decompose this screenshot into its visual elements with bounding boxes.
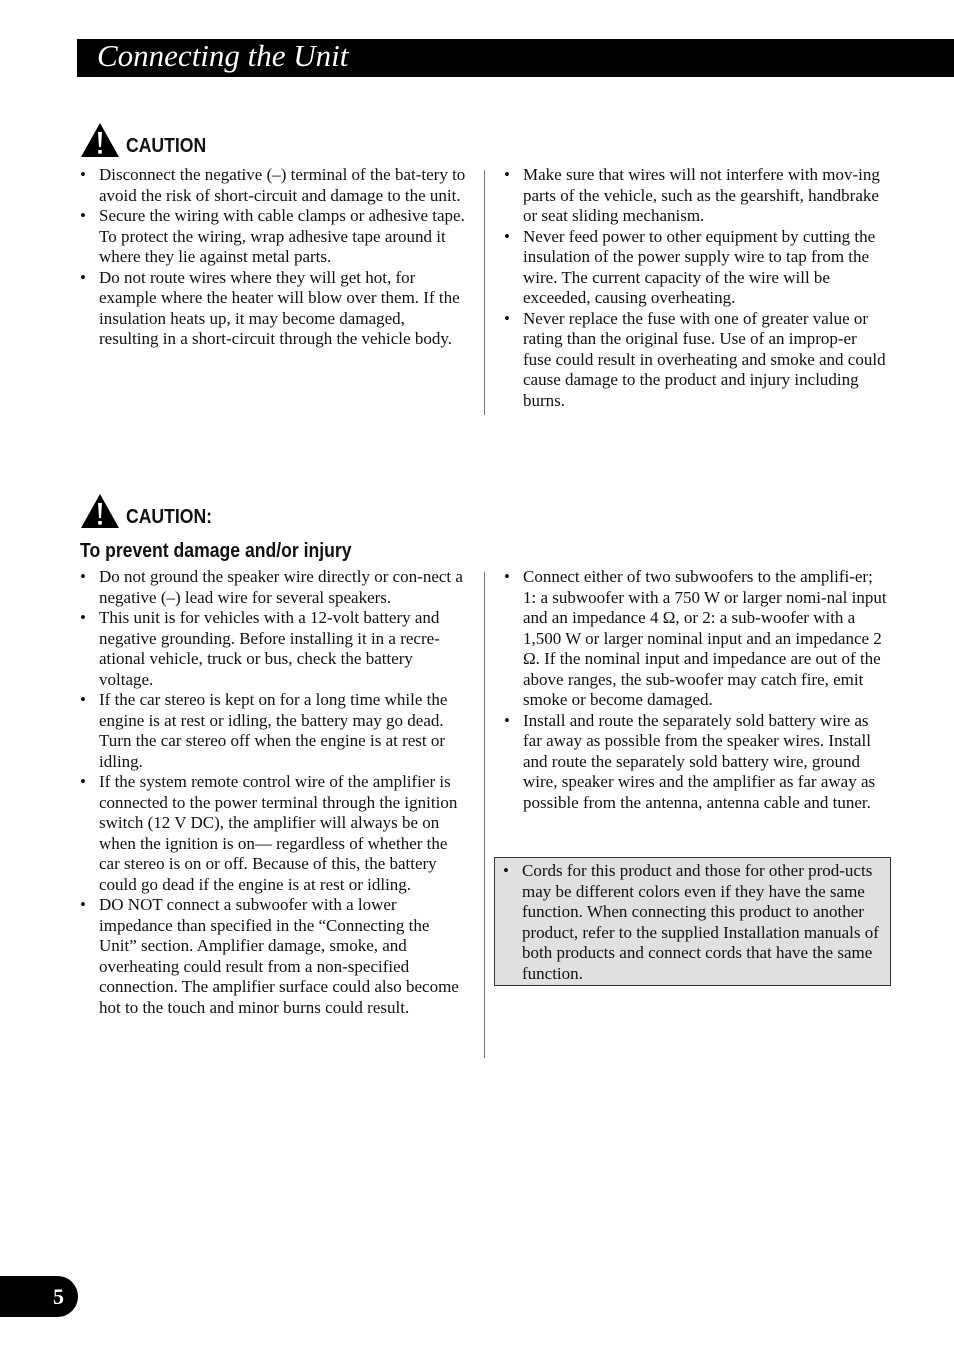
warning-icon: [80, 493, 120, 529]
header-bar: [77, 39, 954, 77]
list-item: • Never feed power to other equipment by cutting the insulation of the power supply wire to tap from the wire. The current capacity of the wire will be exceeded, causing overheating.: [504, 226, 876, 307]
caution-list-left-1: [80, 165, 468, 350]
list-item: • This unit is for vehicles with a 12-volt battery and negative grounding. Before installing it in a recre-ational vehicle, truck or bus, check the battery voltage.: [80, 608, 440, 689]
column-divider: [484, 572, 485, 1058]
list-item: • Secure the wiring with cable clamps or adhesive tape. To protect the wiring, wrap adhesive tape around it where they lie against metal parts.: [80, 206, 465, 266]
list-item: • If the system remote control wire of the amplifier is connected to the power terminal through the ignition switch (12 V DC), the amplifier will always be on when the ignition is on— regardless of whether the car stereo is on or off. Because of this, the battery could go dead if the engine is at rest or idling.: [80, 772, 458, 894]
note-box: [494, 857, 891, 986]
caution-list-left-2: [80, 567, 468, 1018]
list-item: • Do not ground the speaker wire directly or con-nect a negative (–) lead wire for several speakers.: [80, 567, 463, 607]
page-number-tab: [0, 1276, 78, 1317]
list-item: • If the car stereo is kept on for a long time while the engine is at rest or idling, the battery may go dead. Turn the car stereo off when the engine is at rest or idling.: [80, 690, 448, 771]
section-subheading: To prevent damage and/or injury: [80, 540, 352, 562]
list-item: • Make sure that wires will not interfere with mov-ing parts of the vehicle, such as the gearshift, handbrake or seat sliding mechanism.: [504, 165, 880, 225]
page-number: 5: [53, 1284, 64, 1309]
list-item: • Install and route the separately sold battery wire as far away as possible from the speaker wires. Install and route the separately sold battery wire, ground wire, speaker wires and the amplifier as far away as possible from the antenna, antenna cable and tuner.: [504, 710, 876, 812]
caution-heading-1: [80, 122, 217, 158]
list-item: • Disconnect the negative (–) terminal of the bat-tery to avoid the risk of short-circuit and damage to the unit.: [80, 165, 466, 205]
caution-list-right-1: [504, 165, 889, 411]
column-divider: [484, 170, 485, 415]
note-list: [503, 861, 883, 984]
caution-label: CAUTION: [126, 135, 207, 157]
page-title: Connecting the Unit: [97, 38, 349, 73]
list-item: • Do not route wires where they will get hot, for example where the heater will blow over them. If the insulation heats up, it may become damaged, resulting in a short-circuit through the vehicle body.: [80, 267, 460, 348]
list-item: • Cords for this product and those for other prod-ucts may be different colors even if they have the same function. When connecting this product to another product, refer to the supplied Installation manuals of both products and connect cords that have the same function.: [503, 861, 879, 983]
caution-label: CAUTION:: [126, 506, 213, 528]
warning-icon: [80, 122, 120, 158]
list-item: • DO NOT connect a subwoofer with a lower impedance than specified in the “Connecting the Unit” section. Amplifier damage, smoke, and overheating could result from a non-specified connection. The amplifier surface could also become hot to the touch and minor burns could result.: [80, 895, 459, 1017]
list-item: • Connect either of two subwoofers to the amplifi-er; 1: a subwoofer with a 750 W or larger nomi-nal input and an impedance 4 Ω, or 2: a sub-woofer with a 1,500 W or larger nominal input and an impedance 2 Ω. If the nominal input and impedance are out of the above ranges, the sub-woofer may catch fire, emit smoke or become damaged.: [504, 567, 887, 709]
caution-list-right-2: [504, 567, 889, 813]
list-item: • Never replace the fuse with one of greater value or rating than the original fuse. Use of an improp-er fuse could result in overheating and smoke and could cause damage to the product and injury including burns.: [504, 308, 886, 410]
caution-heading-2: [80, 493, 224, 529]
